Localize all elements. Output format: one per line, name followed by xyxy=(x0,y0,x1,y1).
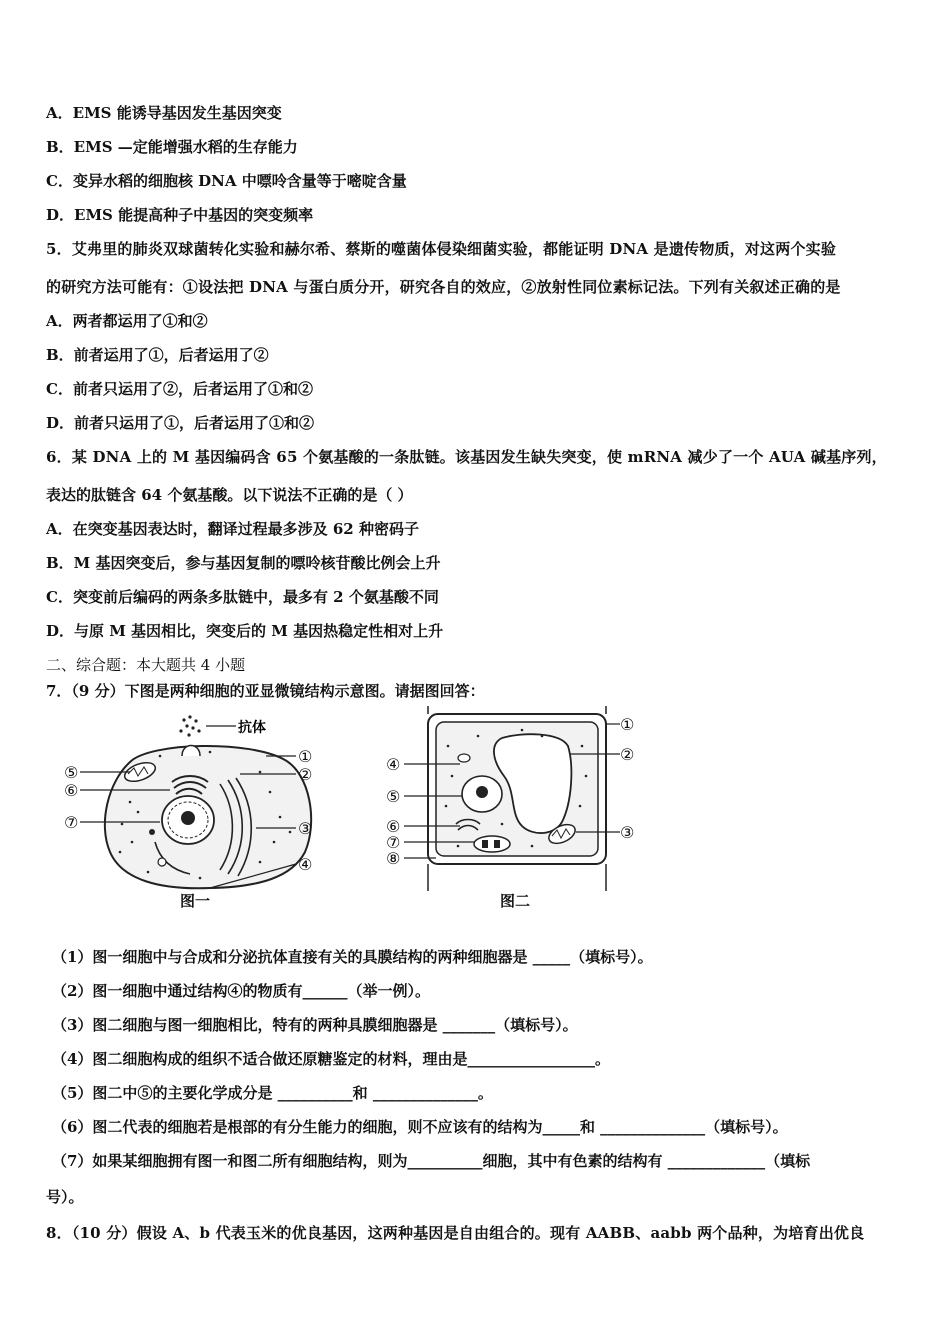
q4-option-d: D．EMS 能提高种子中基因的突变频率 xyxy=(46,206,314,224)
q6-option-d: D．与原 M 基因相比，突变后的 M 基因热稳定性相对上升 xyxy=(46,622,444,640)
q5-option-c: C．前者只运用了②，后者运用了①和② xyxy=(46,380,313,398)
q5-option-a: A．两者都运用了①和② xyxy=(46,312,208,330)
q5-stem-line2: 的研究方法可能有：①设法把 DNA 与蛋白质分开，研究各自的效应，②放射性同位素标记法。下列有关叙述正确的是 xyxy=(46,278,841,296)
figure-2-plant-cell xyxy=(382,706,652,896)
q7-sub-7-cont: 号）。 xyxy=(46,1188,84,1206)
fig1-label-4: ④ xyxy=(298,855,313,874)
fig2-label-4: ④ xyxy=(386,755,401,774)
q5-option-d: D．前者只运用了①，后者运用了①和② xyxy=(46,414,315,432)
antibody-label: 抗体 xyxy=(238,720,266,736)
fig1-label-2: ② xyxy=(298,765,313,784)
nucleolus xyxy=(181,811,195,825)
fig1-caption: 图一 xyxy=(180,892,211,910)
q5-option-b: B．前者运用了①，后者运用了② xyxy=(46,346,269,364)
q7-sub-1: （1）图一细胞中与合成和分泌抗体直接有关的具膜结构的两种细胞器是 _____（填标号）。 xyxy=(52,948,653,966)
q7-sub-5: （5）图二中⑤的主要化学成分是 __________和 ______________。 xyxy=(52,1084,493,1102)
fig1-label-5: ⑤ xyxy=(64,763,79,782)
section-2-heading: 二、综合题：本大题共 4 小题 xyxy=(46,656,246,674)
fig2-label-3: ③ xyxy=(620,823,635,842)
figure-1-animal-cell xyxy=(60,712,360,902)
q4-option-c: C．变异水稻的细胞核 DNA 中嘌呤含量等于嘧啶含量 xyxy=(46,172,407,190)
q7-sub-4: （4）图二细胞构成的组织不适合做还原糖鉴定的材料，理由是_________________。 xyxy=(52,1050,610,1068)
q7-stem: 7．（9 分）下图是两种细胞的亚显微镜结构示意图。请据图回答： xyxy=(46,682,485,700)
q5-stem-line1: 5．艾弗里的肺炎双球菌转化实验和赫尔希、蔡斯的噬菌体侵染细菌实验，都能证明 DNA 是遗传物质，对这两个实验 xyxy=(46,240,837,258)
q7-sub-2: （2）图一细胞中通过结构④的物质有______（举一例）。 xyxy=(52,982,430,1000)
fig2-label-7: ⑦ xyxy=(386,833,401,852)
fig1-label-3: ③ xyxy=(298,819,313,838)
q7-sub-3: （3）图二细胞与图一细胞相比，特有的两种具膜细胞器是 _______（填标号）。 xyxy=(52,1016,578,1034)
fig2-label-8: ⑧ xyxy=(386,849,401,868)
nucleolus xyxy=(476,786,488,798)
q4-option-b: B．EMS —定能增强水稻的生存能力 xyxy=(46,138,298,156)
fig2-label-6: ⑥ xyxy=(386,817,401,836)
q8-stem-line1: 8．（10 分）假设 A、b 代表玉米的优良基因，这两种基因是自由组合的。现有 AABB、aabb 两个品种，为培育出优良 xyxy=(46,1224,865,1242)
fig1-label-1: ① xyxy=(298,747,313,766)
q6-stem-line2: 表达的肽链含 64 个氨基酸。以下说法不正确的是（ ） xyxy=(46,486,413,504)
q7-sub-7: （7）如果某细胞拥有图一和图二所有细胞结构，则为__________细胞，其中有色素的结构有 _____________（填标 xyxy=(52,1152,811,1170)
q6-option-c: C．突变前后编码的两条多肽链中，最多有 2 个氨基酸不同 xyxy=(46,588,439,606)
antibody-vesicles xyxy=(179,715,200,736)
fig2-label-2: ② xyxy=(620,745,635,764)
fig2-caption: 图二 xyxy=(500,892,531,910)
q7-sub-6: （6）图二代表的细胞若是根部的有分生能力的细胞，则不应该有的结构为_____和 ______________（填标号）。 xyxy=(52,1118,788,1136)
q4-option-a: A．EMS 能诱导基因发生基因突变 xyxy=(46,104,282,122)
fig1-label-6: ⑥ xyxy=(64,781,79,800)
fig2-label-1: ① xyxy=(620,715,635,734)
q6-stem-line1: 6．某 DNA 上的 M 基因编码含 65 个氨基酸的一条肽链。该基因发生缺失突变，使 mRNA 减少了一个 AUA 碱基序列， xyxy=(46,448,887,466)
q6-option-b: B．M 基因突变后，参与基因复制的嘌呤核苷酸比例会上升 xyxy=(46,554,441,572)
fig1-label-7: ⑦ xyxy=(64,813,79,832)
fig2-label-5: ⑤ xyxy=(386,787,401,806)
chloroplast xyxy=(474,836,510,852)
q6-option-a: A．在突变基因表达时，翻译过程最多涉及 62 种密码子 xyxy=(46,520,419,538)
